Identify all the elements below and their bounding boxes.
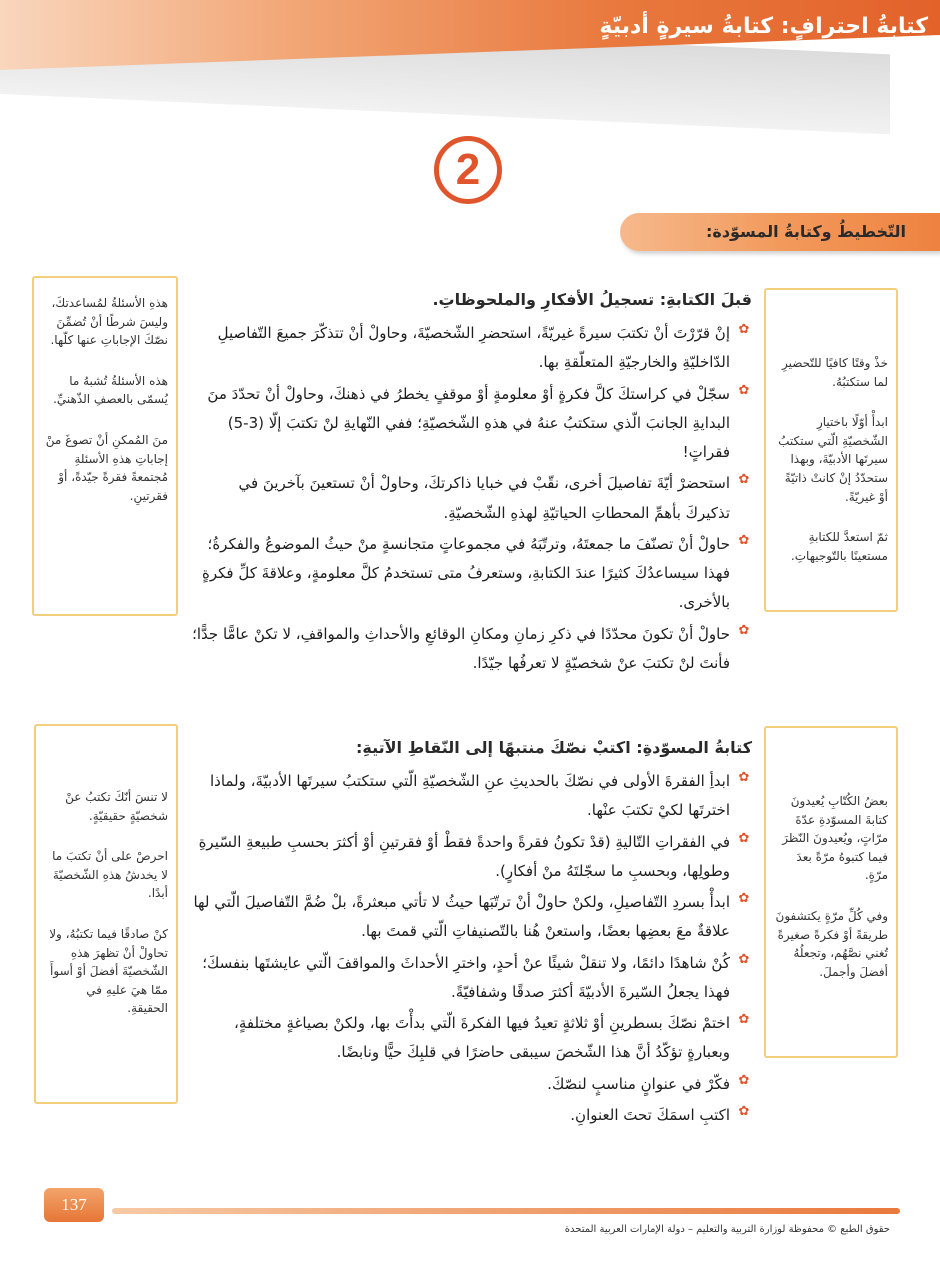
bullet-icon: ✿ — [738, 830, 750, 846]
note: وفي كُلِّ مرّةٍ يكتشفونَ طريقةً أوْ فكرةً صغيرةً تُغني نصَّهُم، وتجعلُهُ أفضلَ وأجملَ. — [775, 908, 888, 979]
list-item: ✿ ابدأْ بسردِ التّفاصيلِ، ولكنْ حاولْ أنْ ترتّبَها حيثُ لا تأتي مبعثرةً، بلْ ضُمَّ التّفاصيلَ الّتي لها علاقةٌ معَ بعضِها بعضًا، واستعنْ هُنا بالتّصنيفاتِ الّتي قمتَ بها. — [192, 888, 752, 947]
page-number: 137 — [61, 1195, 87, 1214]
note: خذْ وقتًا كافيًا للتّحضيرِ لما ستكتبُهُ. — [782, 356, 888, 389]
note: لا تنسَ أنّكَ تكتبُ عنْ شخصيّةٍ حقيقيّةٍ. — [65, 790, 168, 823]
page-title: كتابةُ احترافٍ: كتابةُ سيرةٍ أدبيّةٍ — [599, 14, 928, 39]
bullet-icon: ✿ — [738, 472, 750, 488]
part2-notes-right — [764, 726, 898, 1058]
bullet-icon: ✿ — [738, 622, 750, 638]
part1-list — [192, 319, 752, 678]
list-item: ✿ كُنْ شاهدًا دائمًا، ولا تنقلْ شيئًا عنْ أحدٍ، واخترِ الأحداثَ والمواقفَ الّتي عايشتَها بنفسكَ؛ فهذا يجعلُ السّيرةَ الأدبيّةَ أكثرَ صدقًا وشفافيّةً. — [192, 949, 752, 1008]
list-item: ✿ حاولْ أنْ تكونَ محدّدًا في ذكرِ زمانِ ومكانِ الوقائعِ والأحداثِ والمواقفِ، لا تكنْ عامًّا جدًّا؛ فأنتَ لنْ تكتبَ عنْ شخصيّةٍ لا تعرفُها جيّدًا. — [192, 620, 752, 679]
bullet-icon: ✿ — [738, 1012, 750, 1028]
part2-notes-left — [34, 724, 178, 1104]
part2-content — [192, 732, 752, 1132]
note: ثمّ استعدَّ للكتابةِ مستعينًا بالتّوجيهاتِ. — [790, 530, 888, 563]
part1-notes-left — [32, 276, 178, 616]
note: احرصْ على أنْ تكتبَ ما لا يخدشُ هذهِ الشّخصيّةَ أبدًا. — [52, 849, 168, 901]
section-title-pill — [620, 213, 940, 251]
list-item: ✿ فكّرْ في عنوانٍ مناسبٍ لنصّكَ. — [192, 1070, 752, 1099]
list-item: ✿ استحضرْ أيّةَ تفاصيلَ أخرى، نقّبْ في خبايا ذاكرتكَ، وحاولْ أنْ تستعينَ بآخرينَ في تذكيركَ بأهمِّ المحطاتِ الحياتيّةِ لهذهِ الشّخصيّةِ. — [192, 469, 752, 528]
list-item: ✿ حاولْ أنْ تصنّفَ ما جمعتَهُ، وترتّبَهُ في مجموعاتٍ متجانسةٍ منْ حيثُ الموضوعُ والفكرةُ؛ فهذا سيساعدُكَ كثيرًا عندَ الكتابةِ، وستعرفُ متى تستخدمُ كلَّ معلومةٍ، وعلاقةَ كلِّ فكرةٍ بالأخرى. — [192, 530, 752, 618]
list-item: ✿ سجّلْ في كراستكَ كلَّ فكرةٍ أوْ معلومةٍ أوْ موقفٍ يخطرُ في ذهنكَ، وحاولْ أنْ تحدّدَ منَ البدايةِ الجانبَ الّذي ستكتبُ عنهُ في هذهِ الشّخصيّةِ؛ ففي النّهايةِ لنْ تكتبَ إلّا (3-5) فقراتٍ! — [192, 380, 752, 468]
copyright-text: حقوق الطبع © محفوظة لوزارة التربية والتعليم – دولة الإمارات العربية المتحدة — [564, 1224, 890, 1235]
bullet-icon: ✿ — [738, 1072, 750, 1088]
note: هذه الأسئلةُ تُشبهُ ما يُسمّى بالعصفِ الذّهنيِّ. — [53, 373, 168, 407]
footer-bar — [112, 1208, 900, 1214]
part2-heading: كتابةُ المسوّدةِ: اكتبْ نصّكَ منتبهًا إلى النّقاطِ الآتيةِ: — [355, 738, 752, 757]
section-number: 2 — [455, 145, 481, 194]
bullet-icon: ✿ — [738, 532, 750, 548]
part1-notes-right — [764, 288, 898, 612]
bullet-icon: ✿ — [738, 951, 750, 967]
bullet-icon: ✿ — [738, 1103, 750, 1119]
bullet-icon: ✿ — [738, 891, 750, 907]
part1-content — [192, 284, 752, 680]
list-item: ✿ إنْ قرّرْتَ أنْ تكتبَ سيرةً غيريّةً، استحضرِ الشّخصيّةَ، وحاولْ أنْ تتذكّرَ جميعَ التّفاصيلِ الدّاخليّةِ والخارجيّةِ المتعلّقةِ بها. — [192, 319, 752, 378]
bullet-icon: ✿ — [738, 770, 750, 786]
list-item: ✿ ابدأِ الفقرةَ الأولى في نصّكَ بالحديثِ عنِ الشّخصيّةِ الّتي ستكتبُ سيرتَها الأدبيّةَ، ولماذا اخترتَها لكيْ تكتبَ عنْها. — [192, 767, 752, 826]
note: منَ المُمكنِ أنْ تصوغَ منْ إجاباتِ هذهِ الأسئلةِ مُجتمعةً فقرةً جيّدةً، أوْ فقرتينِ. — [45, 432, 168, 503]
bullet-icon: ✿ — [738, 382, 750, 398]
note: ابدأْ أوّلًا باختيارِ الشّخصيّةِ الّتي ستكتبُ سيرتَها الأدبيّةَ، وبهذا ستحدّدُ إنْ كانتْ ذاتيّةً أوْ غيريّةً. — [778, 415, 888, 504]
part2-list — [192, 767, 752, 1130]
list-item: ✿ اختمْ نصّكَ بسطرينِ أوْ ثلاثةٍ تعيدُ فيها الفكرةَ الّتي بدأْتَ بها، ولكنْ بصياغةٍ مختلفةٍ، وبعبارةٍ تؤكّدُ أنَّ هذا الشّخصَ سيبقى حاضرًا في قلبِكَ حيًّا ونابضًا. — [192, 1009, 752, 1068]
page-number-badge — [44, 1188, 104, 1222]
note: هذهِ الأسئلةُ لمُساعدتكَ، وليسَ شرطًا أنْ تُضمِّنَ نصّكَ الإجاباتِ عنها كلّها. — [50, 296, 168, 348]
list-item: ✿ اكتبِ اسمَكَ تحتَ العنوانِ. — [192, 1101, 752, 1130]
section-number-circle — [434, 136, 502, 204]
note: بعضُ الكُتّابِ يُعيدونَ كتابةَ المسوّدةِ عدّةَ مرّاتٍ، ويُعيدونَ النّظرَ فيما كتبوهُ مرّةً بعدَ مرّةٍ. — [782, 794, 888, 883]
part1-heading: قبلَ الكتابةِ: تسجيلُ الأفكارِ والملحوظاتِ. — [432, 290, 752, 309]
list-item: ✿ في الفقراتِ التّاليةِ (قدْ تكونُ فقرةً واحدةً فقطْ أوْ فقرتينِ أوْ أكثرَ بحسبِ طبيعةِ السّيرةِ وطولِها، وبحسبِ ما سجّلتَهُ منْ أفكارٍ). — [192, 828, 752, 887]
section-title: التّخطيطُ وكتابةُ المسوّدة: — [705, 222, 906, 241]
bullet-icon: ✿ — [738, 322, 750, 338]
note: كنْ صادقًا فيما تكتبُهُ، ولا تحاولْ أنْ تظهرَ هذهِ الشّخصيّةَ أفضلَ أوْ أسوأَ ممّا هيَ عليهِ في الحقيقةِ. — [49, 926, 168, 1016]
